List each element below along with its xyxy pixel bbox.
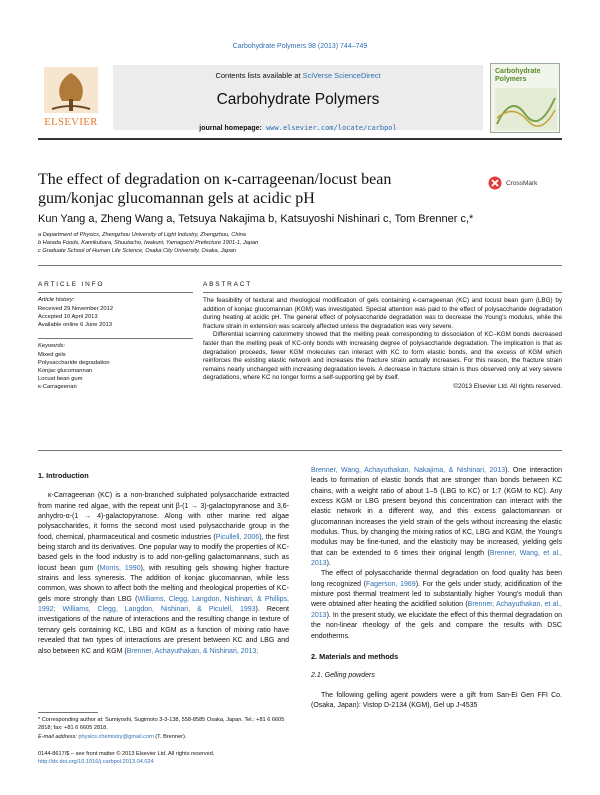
header-divider bbox=[38, 138, 562, 140]
citation-link[interactable]: Brenner, Wang, Achayuthakan, Nakajima, & Nishinari, 2013 bbox=[311, 467, 506, 474]
journal-homepage bbox=[113, 124, 483, 132]
keyword-item: Mixed gels bbox=[38, 352, 66, 358]
corresponding-author-note: * Corresponding author at: Sumiyoshi, Sugimoto 3-3-138, 558-8585 Osaka, Japan. Tel.: +81 6 6605 2818; fax: +81 6 6605 2818. bbox=[38, 717, 285, 731]
contents-prefix: Contents lists available at bbox=[215, 71, 303, 80]
keywords-rule bbox=[38, 338, 193, 339]
degradation-paragraph bbox=[311, 569, 562, 641]
crossmark-badge[interactable] bbox=[488, 174, 548, 190]
history-accepted: Accepted 10 April 2013 bbox=[38, 314, 98, 320]
intro-text: ). bbox=[326, 560, 331, 568]
methods-heading: 2. Materials and methods bbox=[311, 651, 399, 661]
gelling-powders-paragraph: The following gelling agent powders were a gift from San-Ei Gen FFI Co. (Osaka, Japan): Vistop D-2134 (KGM), Gel up J-4535 bbox=[311, 691, 562, 709]
history-online: Available online 6 June 2013 bbox=[38, 322, 113, 328]
body-text: ). In the present study, we elucidate the effect of this thermal degradation on the non-linear rheology of the gels and compare the results with DSC endotherms. bbox=[311, 611, 562, 640]
intro-text: ). Recent investigations of the nature of interactions and the resulting change in texture of ternary gels containing KC, LBG and KGM as a function of mixing ratio have revealed that two types of interactions are present between KC and LBG and also between KC and KGM ( bbox=[38, 606, 289, 655]
abstract-copyright: ©2013 Elsevier Ltd. All rights reserved. bbox=[453, 382, 562, 390]
crossmark-label: CrossMark bbox=[506, 179, 538, 187]
article-info-rule bbox=[38, 292, 193, 293]
elsevier-wordmark: ELSEVIER bbox=[44, 117, 98, 128]
email-link[interactable]: physics.chemistry@gmail.com bbox=[78, 734, 154, 740]
keyword-item: Locust bean gum bbox=[38, 376, 83, 382]
intro-paragraph bbox=[38, 491, 289, 657]
email-suffix: (T. Brenner). bbox=[155, 734, 187, 740]
abstract-heading: ABSTRACT bbox=[203, 281, 253, 288]
citation-link[interactable]: Brenner, Achayuthakan, et al., 2013 bbox=[311, 601, 562, 619]
affiliation-b: b Harada Foods, Kamikubara, Shuutacho, Iwakuni, Yamaguchi Prefecture 1901-1, Japan bbox=[38, 240, 259, 246]
email-label: E-mail address: bbox=[38, 734, 77, 740]
citation-link[interactable]: Picullell, 2006 bbox=[215, 533, 260, 541]
elsevier-logo bbox=[38, 65, 104, 131]
intro-text: ), with resulting gels showing higher fracture strains and less syneresis. The addition of konjac glucomannan, while less common, was shown to affect both the melting and rheological properties of KC-gels more strongly than LBG ( bbox=[38, 564, 289, 603]
contents-line bbox=[113, 71, 483, 80]
footnote-rule bbox=[38, 712, 98, 713]
homepage-link[interactable]: www.elsevier.com/locate/carbpol bbox=[266, 124, 397, 132]
citation-link[interactable]: Fagerson, 1969 bbox=[366, 580, 416, 588]
keyword-item: κ-Carrageenan bbox=[38, 384, 77, 390]
citation-link[interactable]: Morris, 1990 bbox=[99, 564, 141, 572]
email-line bbox=[38, 733, 298, 741]
body-text: ). For the gels under study, acidification of the mixture post thermal treatment led to substantially higher Young's moduli than were obtained after heating the acidified solution ( bbox=[311, 580, 562, 609]
doi-text[interactable]: http://dx.doi.org/10.1016/j.carbpol.2013.04.024 bbox=[38, 759, 154, 765]
abstract-rule bbox=[203, 292, 562, 293]
journal-cover-image bbox=[490, 63, 560, 133]
sciencedirect-link[interactable]: SciVerse ScienceDirect bbox=[302, 71, 381, 80]
abstract-body bbox=[203, 297, 562, 392]
article-info-heading: ARTICLE INFO bbox=[38, 281, 105, 288]
homepage-label: journal homepage: bbox=[199, 125, 262, 132]
keyword-item: Polysaccharide degradation bbox=[38, 360, 110, 366]
gelling-powders-heading: 2.1. Gelling powders bbox=[311, 672, 375, 680]
left-column bbox=[38, 471, 289, 657]
intro-text: ), the first being starch and its derivatives. One popular way to modify the properties of KC-based gels in the food industry is to add non-gelling galactomannans, such as locust bean gum ( bbox=[38, 533, 289, 572]
history-label: Article history: bbox=[38, 297, 75, 303]
citation-link[interactable]: Brenner, Achayuthakan, & Nishinari, 2013; bbox=[126, 647, 259, 655]
right-column bbox=[311, 466, 562, 711]
intro-heading: 1. Introduction bbox=[38, 471, 89, 480]
intro-continuation bbox=[311, 466, 562, 569]
citation-link[interactable]: Brenner, Wang, et al., 2013 bbox=[311, 549, 563, 568]
author-list: Kun Yang a, Zheng Wang a, Tetsuya Nakajima b, Katsuyoshi Nishinari c, Tom Brenner c,* bbox=[38, 213, 474, 225]
affiliation-divider bbox=[38, 265, 562, 266]
intro-text: ). One interaction leads to formation of elastic bonds that are stronger than bonds between KC chains, with a weight ratio of about 1–5 (LBG to KC) or 1:7 (KGM to KC). Any excess KGM or LBG present beyond this concentration can interact with the elastic network in a different way, and this excess galactomannan or glucomannan increases the yield strain of the gels without increasing the elastic modulus. Thus, by changing the mixing ratios of KC, LBG and KGM, the Young's modulus may be fine-tuned, and the elasticity may be increased, yielding gels that can be extended to 6 times their original length ( bbox=[311, 467, 562, 557]
abstract-divider bbox=[38, 450, 562, 451]
affiliation-c: c Graduate School of Human Life Science, Osaka City University, Osaka, Japan bbox=[38, 248, 236, 254]
abstract-paragraph-2: Differential scanning calorimetry showed that the melting peak corresponding to dissociation of KC–KGM bonds decreased faster than the melting peak of KC-only bonds with increasing degree of polysaccharide degradation. The implication is that as degradation proceeds, fewer KGM molecules can interact with KC to form elastic bonds, and the excess of KGM which reinforces the existing elastic network and increases the fracture strain actually increases. For this reason, the fracture strain remains nearly unchanged with increasing degradation levels. A decrease in fracture strain is thus observed only at very severe degradations, where KC no longer forms a self-supporting gel by itself. bbox=[203, 331, 562, 382]
journal-title: Carbohydrate Polymers bbox=[216, 91, 380, 108]
crossmark-icon bbox=[488, 176, 502, 190]
cover-title: Carbohydrate Polymers bbox=[495, 68, 541, 83]
doi-link[interactable] bbox=[38, 758, 438, 766]
keyword-item: Konjac glucomannan bbox=[38, 368, 93, 374]
citation-link[interactable]: Williams, Clegg, Langdon, Nishinari, & Phillips, 1992; Williams, Clegg, Langdon, Nishinari, & Piculell, 1993 bbox=[38, 595, 289, 614]
keywords-label: Keywords: bbox=[38, 343, 66, 349]
body-text: The effect of polysaccharide thermal degradation on food quality has been long recognized ( bbox=[311, 570, 562, 588]
history-received: Received 29 November 2012 bbox=[38, 306, 114, 312]
intro-text: κ-Carrageenan (KC) is a non-branched sulphated polysaccharide extracted from marine red algae, with the repeat unit β-(1 → 3)-galactopyranose and 3,6-anhydro-α-(1 → 4)-galactopyranose. Along with other marine red algae polysaccharides, it forms the second most used polysaccharide group in the food, chemical, pharmaceutical and cosmetic industries ( bbox=[38, 492, 289, 541]
affiliation-a: a Department of Physics, Zhengzhou University of Light Industry, Zhengzhou, China bbox=[38, 232, 246, 238]
issn-line: 0144-8617/$ – see front matter © 2013 Elsevier Ltd. All rights reserved. bbox=[38, 751, 215, 757]
article-title: The effect of degradation on κ-carrageenan/locust bean gum/konjac glucomannan gels at acidic pH bbox=[38, 171, 392, 207]
abstract-paragraph-1: The feasibility of textural and rheological modification of gels containing κ-carrageenan (KC) and locust bean gum (LBG) by addition of konjac glucomannan (KGM) was investigated. Special attention was paid to the effect of polysaccharide degradation during heating at acidic pH. The general effect of polysaccharide degradation was to decrease the Young's modulus, while the fracture strain in extension was scarcely affected unless the degradation was very severe. bbox=[203, 297, 562, 330]
journal-reference[interactable]: Carbohydrate Polymers 98 (2013) 744–749 bbox=[232, 43, 368, 50]
